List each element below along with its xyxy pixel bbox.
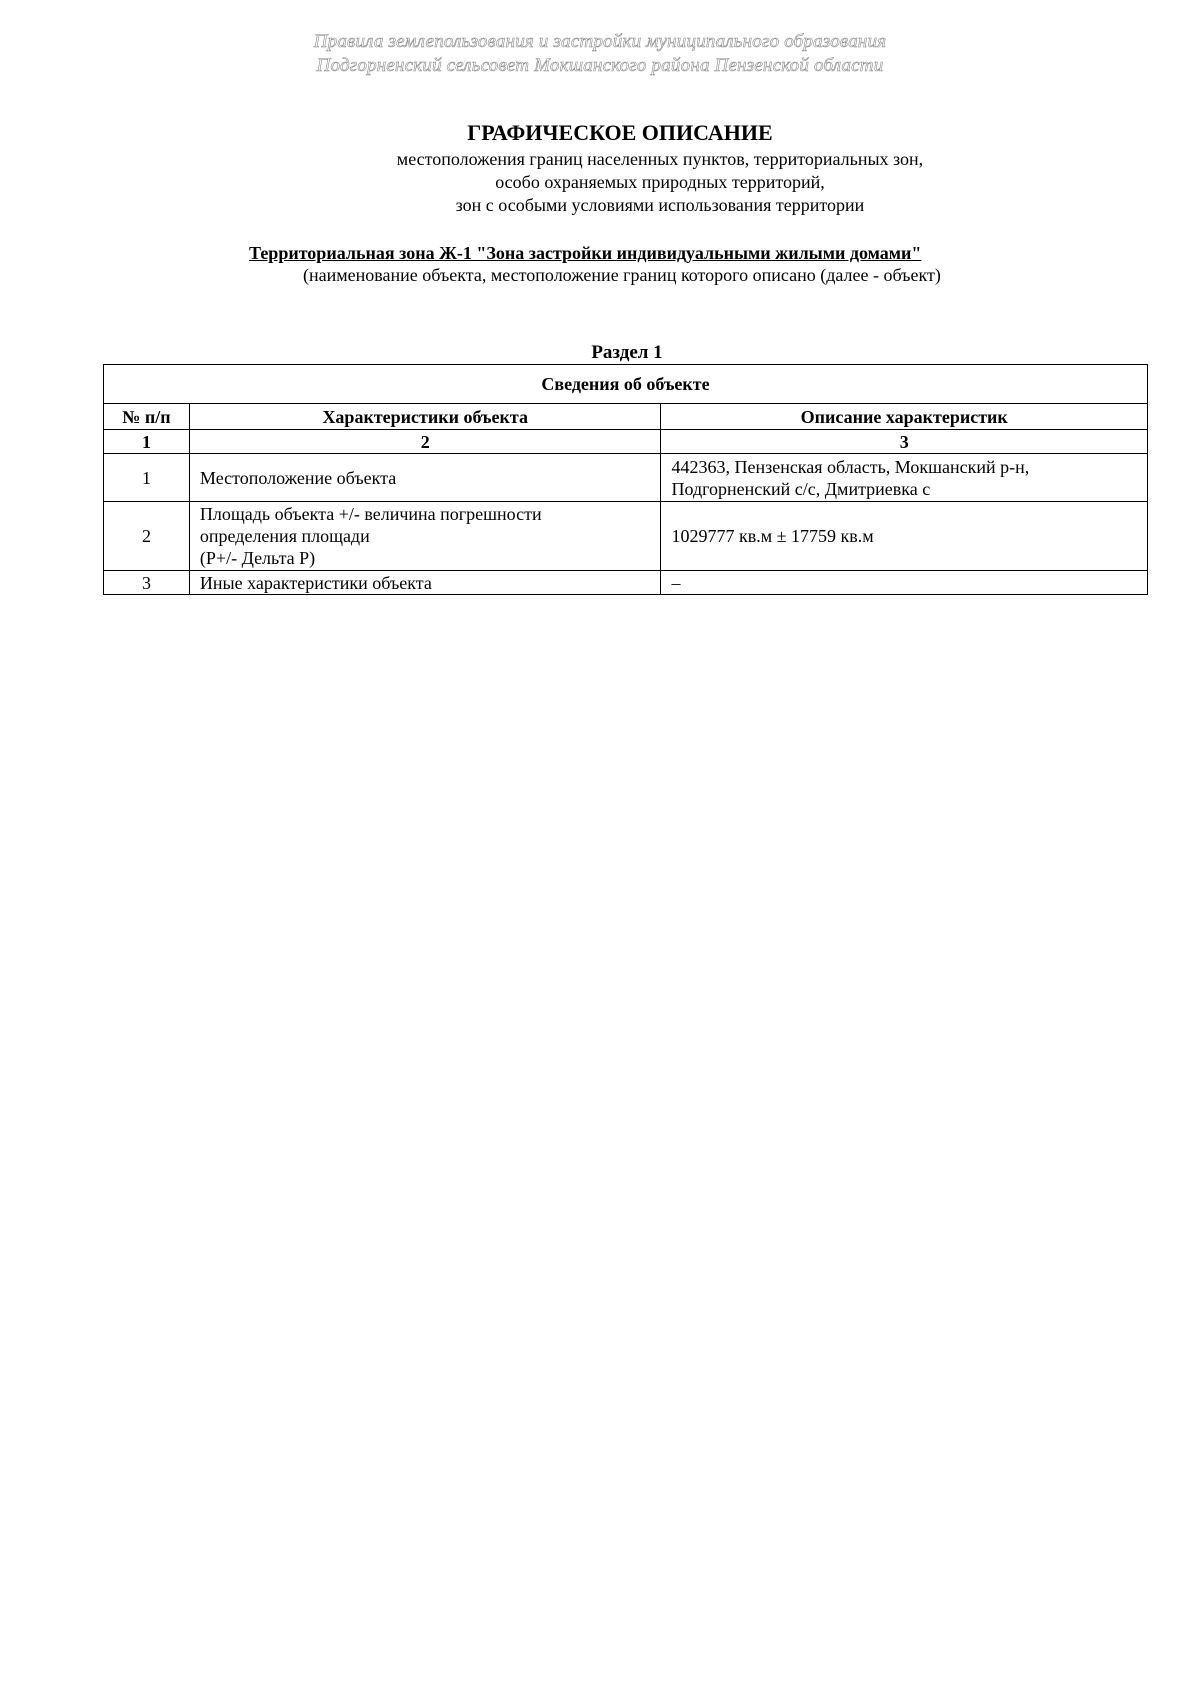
table-column-number-row bbox=[104, 430, 1148, 454]
characteristic-line: Иные характеристики объекта bbox=[199, 572, 432, 593]
page-header-line-1: Правила землепользования и застройки муниципального образования bbox=[313, 31, 887, 52]
table-row bbox=[104, 571, 1148, 595]
description-line: 1029777 кв.м ± 17759 кв.м bbox=[671, 526, 874, 546]
object-info-table bbox=[103, 364, 1148, 595]
table-header-row bbox=[104, 404, 1148, 430]
row-number: 2 bbox=[104, 502, 190, 571]
column-number-1: 1 bbox=[104, 430, 190, 454]
document-subtitle bbox=[0, 148, 1200, 217]
characteristic-line: Площадь объекта +/- величина погрешности bbox=[199, 504, 542, 524]
row-number: 3 bbox=[104, 571, 190, 595]
column-header-characteristic: Характеристики объекта bbox=[189, 404, 661, 430]
object-name-caption: (наименование объекта, местоположение границ которого описано (далее - объект) bbox=[303, 265, 941, 285]
row-number: 1 bbox=[104, 454, 190, 502]
page-header bbox=[0, 30, 1200, 78]
characteristic-line: определения площади bbox=[199, 526, 370, 546]
characteristic-line: Местоположение объекта bbox=[199, 467, 397, 488]
row-description bbox=[661, 571, 1148, 595]
description-line: – bbox=[671, 572, 681, 593]
column-number-2: 2 bbox=[189, 430, 661, 454]
subtitle-line-2: особо охраняемых природных территорий, bbox=[495, 172, 825, 192]
column-header-number: № п/п bbox=[104, 404, 190, 430]
subtitle-line-3: зон с особыми условиями использования территории bbox=[455, 195, 865, 215]
table-row bbox=[104, 454, 1148, 502]
column-header-description: Описание характеристик bbox=[661, 404, 1148, 430]
row-characteristic bbox=[189, 571, 661, 595]
document-title: ГРАФИЧЕСКОЕ ОПИСАНИЕ bbox=[467, 120, 773, 145]
description-line: Подгорненский с/с, Дмитриевка с bbox=[671, 478, 931, 499]
table-caption: Сведения об объекте bbox=[104, 365, 1148, 404]
row-description bbox=[661, 454, 1148, 502]
subtitle-line-1: местоположения границ населенных пунктов, территориальных зон, bbox=[396, 149, 924, 169]
row-characteristic bbox=[189, 454, 661, 502]
table-caption-row bbox=[104, 365, 1148, 404]
table-row bbox=[104, 502, 1148, 571]
characteristic-line: (P+/- Дельта P) bbox=[199, 548, 316, 568]
row-description bbox=[661, 502, 1148, 571]
column-number-3: 3 bbox=[661, 430, 1148, 454]
row-characteristic bbox=[189, 502, 661, 571]
description-line: 442363, Пензенская область, Мокшанский р-н, bbox=[671, 456, 1030, 477]
section-title: Раздел 1 bbox=[591, 342, 663, 363]
page-header-line-2: Подгорненский сельсовет Мокшанского района Пензенской области bbox=[316, 55, 884, 76]
object-name: Территориальная зона Ж-1 "Зона застройки индивидуальными жилыми домами" bbox=[249, 243, 922, 263]
